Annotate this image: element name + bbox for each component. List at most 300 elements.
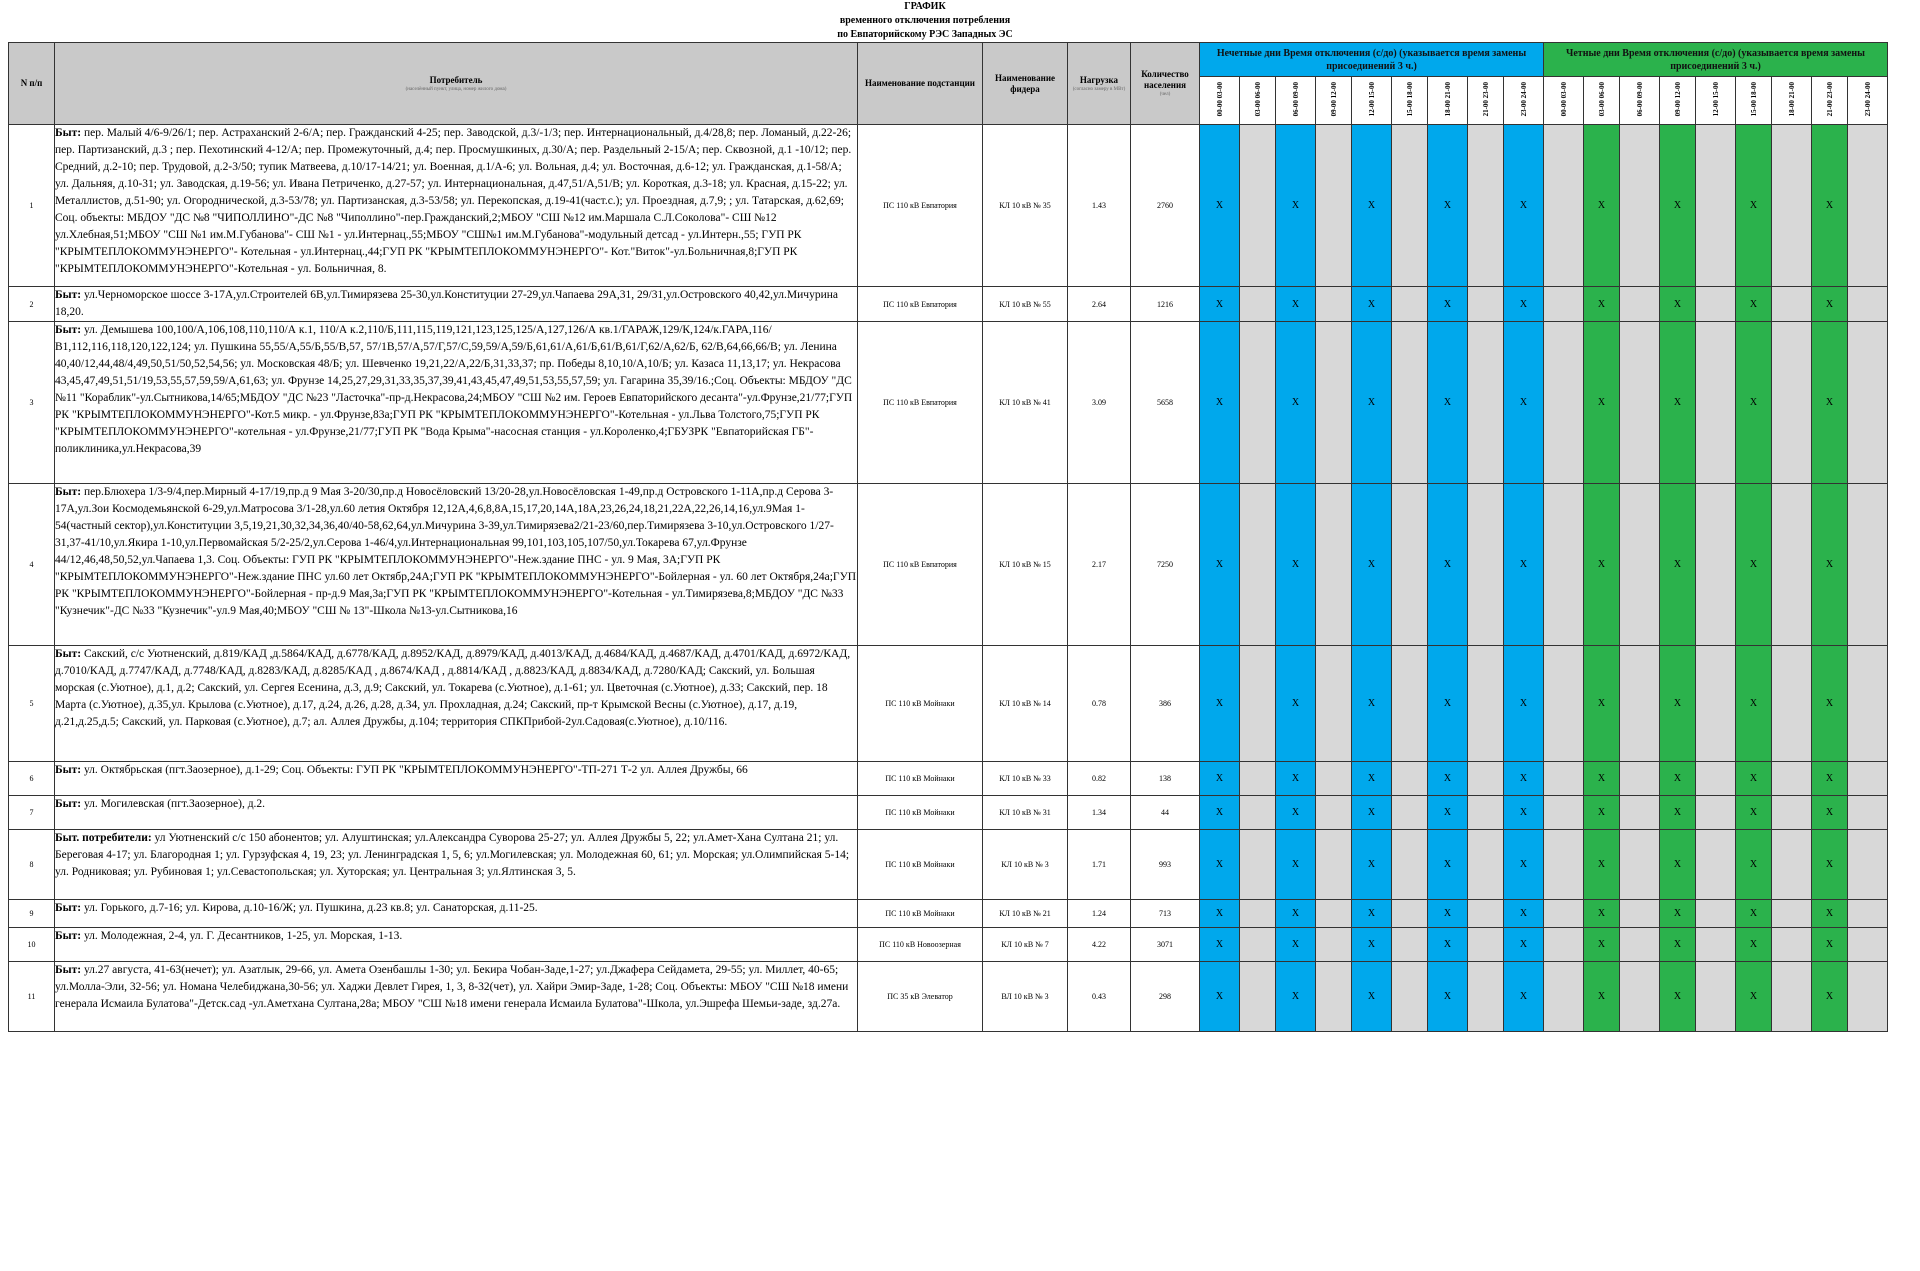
outage-mark-odd: X: [1352, 287, 1392, 322]
outage-mark-even: X: [1660, 928, 1696, 962]
empty-slot-odd: [1240, 928, 1276, 962]
outage-mark-odd: X: [1276, 125, 1316, 287]
outage-mark-odd: X: [1200, 900, 1240, 928]
outage-mark-odd: X: [1200, 484, 1240, 646]
empty-slot-even: [1772, 762, 1812, 796]
row-number: 5: [9, 646, 55, 762]
empty-slot-odd: [1316, 762, 1352, 796]
feeder-cell: КЛ 10 кВ № 31: [983, 796, 1068, 830]
population-cell: 386: [1131, 646, 1200, 762]
feeder-cell: КЛ 10 кВ № 55: [983, 287, 1068, 322]
empty-slot-even: [1696, 796, 1736, 830]
population-cell: 298: [1131, 962, 1200, 1032]
time-slot-header-even: [1660, 77, 1696, 125]
empty-slot-even: [1544, 484, 1584, 646]
load-cell: 1.24: [1068, 900, 1131, 928]
header-load: [1068, 43, 1131, 125]
time-slot-header-even: [1544, 77, 1584, 125]
empty-slot-even: [1848, 484, 1888, 646]
empty-slot-odd: [1392, 322, 1428, 484]
substation-cell: ПС 35 кВ Элеватор: [858, 962, 983, 1032]
substation-cell: ПС 110 кВ Мойнаки: [858, 900, 983, 928]
consumer-prefix: Быт:: [55, 127, 82, 139]
empty-slot-even: [1848, 796, 1888, 830]
consumer-cell: [55, 928, 858, 962]
header-load-sub: (согласно замеру в МВт): [1072, 86, 1126, 92]
consumer-prefix: Быт:: [55, 289, 82, 301]
empty-slot-odd: [1316, 796, 1352, 830]
empty-slot-odd: [1316, 322, 1352, 484]
table-row: [9, 928, 1888, 962]
table-row: [9, 962, 1888, 1032]
header-feeder: Наименование фидера: [983, 43, 1068, 125]
empty-slot-odd: [1468, 928, 1504, 962]
empty-slot-even: [1848, 125, 1888, 287]
load-cell: 1.71: [1068, 830, 1131, 900]
substation-cell: ПС 110 кВ Мойнаки: [858, 830, 983, 900]
outage-mark-odd: X: [1428, 830, 1468, 900]
consumer-cell: [55, 287, 858, 322]
outage-mark-odd: X: [1276, 287, 1316, 322]
outage-mark-odd: X: [1504, 322, 1544, 484]
empty-slot-even: [1696, 962, 1736, 1032]
row-number: 10: [9, 928, 55, 962]
outage-mark-odd: X: [1352, 830, 1392, 900]
outage-mark-odd: X: [1200, 796, 1240, 830]
consumer-cell: [55, 646, 858, 762]
row-number: 4: [9, 484, 55, 646]
outage-mark-odd: X: [1200, 928, 1240, 962]
outage-mark-odd: X: [1428, 125, 1468, 287]
consumer-addresses: ул. Октябрьская (пгт.Заозерное), д.1-29; Соц. Объекты: ГУП РК "КРЫМТЕПЛОКОММУНЭНЕРГО"-ТП-271 Т-2 ул. Аллея Дружбы, 66: [83, 764, 748, 776]
outage-mark-even: X: [1660, 125, 1696, 287]
empty-slot-even: [1696, 287, 1736, 322]
consumer-cell: [55, 962, 858, 1032]
population-cell: 7250: [1131, 484, 1200, 646]
empty-slot-even: [1848, 928, 1888, 962]
outage-mark-even: X: [1736, 646, 1772, 762]
outage-mark-odd: X: [1428, 484, 1468, 646]
outage-mark-odd: X: [1276, 484, 1316, 646]
header-consumer: [55, 43, 858, 125]
time-slot-label: 00-00 03-00: [1559, 81, 1568, 117]
consumer-prefix: Быт:: [55, 902, 82, 914]
time-slot-header-even: [1772, 77, 1812, 125]
outage-mark-even: X: [1584, 322, 1620, 484]
time-slot-header-odd: [1504, 77, 1544, 125]
outage-mark-odd: X: [1504, 762, 1544, 796]
table-row: [9, 484, 1888, 646]
substation-cell: ПС 110 кВ Евпатория: [858, 322, 983, 484]
table-row: [9, 287, 1888, 322]
empty-slot-odd: [1468, 830, 1504, 900]
population-cell: 993: [1131, 830, 1200, 900]
time-slot-header-odd: [1316, 77, 1352, 125]
outage-mark-even: X: [1660, 962, 1696, 1032]
empty-slot-odd: [1392, 484, 1428, 646]
outage-schedule-table: [8, 42, 1888, 1032]
empty-slot-odd: [1240, 962, 1276, 1032]
outage-mark-odd: X: [1428, 962, 1468, 1032]
time-slot-label: 12-00 15-00: [1367, 81, 1376, 117]
empty-slot-even: [1696, 928, 1736, 962]
header-odd-days: Нечетные дни Время отключения (с/до) (указывается время замены присоединений 3 ч.): [1200, 43, 1544, 77]
row-number: 6: [9, 762, 55, 796]
feeder-cell: КЛ 10 кВ № 35: [983, 125, 1068, 287]
outage-mark-even: X: [1584, 762, 1620, 796]
empty-slot-even: [1620, 830, 1660, 900]
outage-mark-odd: X: [1428, 762, 1468, 796]
outage-mark-odd: X: [1352, 322, 1392, 484]
time-slot-label: 00-00 03-00: [1215, 81, 1224, 117]
time-slot-label: 18-00 21-00: [1787, 81, 1796, 117]
outage-mark-even: X: [1584, 125, 1620, 287]
time-slot-label: 15-00 18-00: [1405, 81, 1414, 117]
empty-slot-even: [1772, 830, 1812, 900]
consumer-cell: [55, 125, 858, 287]
consumer-prefix: Быт:: [55, 486, 82, 498]
feeder-cell: КЛ 10 кВ № 33: [983, 762, 1068, 796]
outage-mark-odd: X: [1504, 962, 1544, 1032]
outage-mark-odd: X: [1504, 928, 1544, 962]
outage-mark-odd: X: [1504, 830, 1544, 900]
empty-slot-even: [1544, 646, 1584, 762]
outage-mark-even: X: [1584, 928, 1620, 962]
empty-slot-even: [1544, 830, 1584, 900]
empty-slot-even: [1772, 484, 1812, 646]
consumer-prefix: Быт:: [55, 930, 82, 942]
empty-slot-odd: [1468, 762, 1504, 796]
time-slot-header-odd: [1352, 77, 1392, 125]
outage-mark-even: X: [1660, 830, 1696, 900]
outage-mark-odd: X: [1352, 125, 1392, 287]
substation-cell: ПС 110 кВ Евпатория: [858, 125, 983, 287]
time-slot-label: 15-00 18-00: [1749, 81, 1758, 117]
empty-slot-odd: [1316, 928, 1352, 962]
outage-mark-odd: X: [1504, 484, 1544, 646]
empty-slot-odd: [1392, 796, 1428, 830]
substation-cell: ПС 110 кВ Евпатория: [858, 484, 983, 646]
outage-mark-even: X: [1584, 287, 1620, 322]
empty-slot-even: [1848, 646, 1888, 762]
consumer-addresses: пер. Малый 4/6-9/26/1; пер. Астраханский 2-6/А; пер. Гражданский 4-25; пер. Заводской, д.3/-1/3; пер. Интернациональный, д.4/28,8; пер. Ломаный, д.22-26; пер. Партизанский, д.3 ; пер. Пехотинский 4-12/А; пер. Промежуточный, д.4; пер. Просмушкиных, д.30/А; пер. Раздельный 2-15/А; пер. Сквозной, д.1 -10/12; пер. Средний, д.2-10; пер. Трудовой, д.2-3/50; тупик Матвеева, д.10/17-14/21; ул. Военная, д.1/А-6; ул. Вольная, д.4; ул. Восточная, д.6-12; ул. Гражданская, д.1-58/А; ул. Дальняя, д.10-31; ул. Заводская, д.19-56; ул. Ивана Петриченко, д.27-57; ул. Интернациональная, д.47,51/А,51/В; ул. Короткая, д.3-18; ул. Красная, д.15-22; ул. Металлистов, д.51-90; ул. Огороднической, д.3-53/78; ул. Партизанская, д.3-53/58; ул. Перекопская, д.19-41(част.с.); ул. Проездная, д.7,9; ; ул. Татарская, д.62,69; Соц. объекты: МБДОУ "ДС №8 "ЧИПОЛЛИНО"-ДС №8 "Чиполлино"-пер.Гражданский,2;МБОУ "СШ №12 им.Маршала С.Л.Соколова"- СШ №12 ул.Хлебная,51;МБОУ "СШ №1 им.М.Губанова"- СШ №1 - ул.Интернац.,55;МБОУ "СШ№1 им.М.Губанова"-модульный детсад - ул.Интерн.,55; ГУП РК "КРЫМТЕПЛОКОММУНЭНЕРГО"- Котельная - ул.Интернац.,44;ГУП РК "КРЫМТЕПЛОКОММУНЭНЕРГО"- Кот."Виток"-ул.Больничная,8;ГУП РК "КРЫМТЕПЛОКОММУНЭНЕРГО"-Котельная - ул. Больничная, 8.: [55, 127, 852, 275]
outage-mark-even: X: [1660, 484, 1696, 646]
empty-slot-even: [1696, 646, 1736, 762]
outage-mark-odd: X: [1428, 900, 1468, 928]
empty-slot-even: [1620, 762, 1660, 796]
empty-slot-odd: [1316, 900, 1352, 928]
time-slot-header-odd: [1428, 77, 1468, 125]
outage-mark-even: X: [1812, 322, 1848, 484]
substation-cell: ПС 110 кВ Мойнаки: [858, 762, 983, 796]
outage-mark-odd: X: [1200, 287, 1240, 322]
time-slot-header-even: [1620, 77, 1660, 125]
empty-slot-even: [1620, 484, 1660, 646]
time-slot-label: 21-00 23-00: [1481, 81, 1490, 117]
time-slot-label: 23-00 24-00: [1519, 81, 1528, 117]
empty-slot-even: [1544, 928, 1584, 962]
empty-slot-even: [1772, 646, 1812, 762]
empty-slot-even: [1620, 900, 1660, 928]
consumer-prefix: Быт. потребители:: [55, 832, 152, 844]
consumer-cell: [55, 900, 858, 928]
population-cell: 3071: [1131, 928, 1200, 962]
time-slot-label: 03-00 06-00: [1597, 81, 1606, 117]
empty-slot-odd: [1468, 125, 1504, 287]
time-slot-header-even: [1736, 77, 1772, 125]
table-row: [9, 830, 1888, 900]
outage-mark-even: X: [1812, 762, 1848, 796]
empty-slot-odd: [1316, 287, 1352, 322]
outage-mark-odd: X: [1352, 762, 1392, 796]
load-cell: 2.64: [1068, 287, 1131, 322]
title-line-3: по Евпаторийскому РЭС Западных ЭС: [837, 29, 1013, 40]
empty-slot-even: [1544, 322, 1584, 484]
empty-slot-odd: [1392, 928, 1428, 962]
population-cell: 1216: [1131, 287, 1200, 322]
empty-slot-odd: [1316, 646, 1352, 762]
consumer-addresses: ул.27 августа, 41-63(нечет); ул. Азатлык, 29-66, ул. Амета Озенбашлы 1-30; ул. Бекира Чобан-Заде,1-27; ул.Джафера Сейдамета, 29-55; ул. Миллет, 40-65; ул.Молла-Эли, 32-56; ул. Номана Челебиджана,30-56; ул. Хаджи Девлет Гирея, 1, 3, 8-32(чет), ул. Хайри Эмир-Заде, 1-28; Соц. Объекты: МБОУ "СШ №18 имени генерала Исмаила Булатова"-Детск.сад -ул.Аметхана Султана,28а; МБОУ "СШ №18 имени генерала Исмаила Булатова"-Школа, ул.Эшрефа Шемьи-заде, зд.27а.: [55, 964, 849, 1010]
outage-mark-odd: X: [1276, 796, 1316, 830]
load-cell: 4.22: [1068, 928, 1131, 962]
outage-mark-even: X: [1812, 900, 1848, 928]
time-slot-label: 03-00 06-00: [1253, 81, 1262, 117]
outage-mark-odd: X: [1504, 287, 1544, 322]
feeder-cell: КЛ 10 кВ № 15: [983, 484, 1068, 646]
time-slot-label: 21-00 23-00: [1825, 81, 1834, 117]
outage-mark-even: X: [1736, 928, 1772, 962]
outage-mark-odd: X: [1200, 125, 1240, 287]
header-load-label: Нагрузка: [1079, 74, 1119, 85]
outage-mark-odd: X: [1276, 646, 1316, 762]
empty-slot-even: [1696, 322, 1736, 484]
feeder-cell: КЛ 10 кВ № 14: [983, 646, 1068, 762]
table-row: [9, 646, 1888, 762]
empty-slot-odd: [1468, 287, 1504, 322]
population-cell: 5658: [1131, 322, 1200, 484]
outage-mark-odd: X: [1504, 646, 1544, 762]
empty-slot-odd: [1316, 962, 1352, 1032]
outage-mark-odd: X: [1504, 796, 1544, 830]
outage-mark-odd: X: [1200, 962, 1240, 1032]
row-number: 1: [9, 125, 55, 287]
outage-mark-odd: X: [1352, 484, 1392, 646]
empty-slot-odd: [1316, 125, 1352, 287]
empty-slot-odd: [1392, 962, 1428, 1032]
outage-mark-even: X: [1584, 646, 1620, 762]
empty-slot-even: [1620, 962, 1660, 1032]
empty-slot-even: [1848, 322, 1888, 484]
time-slot-header-odd: [1392, 77, 1428, 125]
empty-slot-even: [1772, 125, 1812, 287]
outage-mark-odd: X: [1276, 762, 1316, 796]
time-slot-label: 06-00 09-00: [1291, 81, 1300, 117]
consumer-addresses: ул. Могилевская (пгт.Заозерное), д.2.: [83, 798, 266, 810]
outage-mark-odd: X: [1428, 287, 1468, 322]
empty-slot-odd: [1468, 900, 1504, 928]
empty-slot-even: [1544, 962, 1584, 1032]
empty-slot-odd: [1316, 484, 1352, 646]
empty-slot-even: [1544, 900, 1584, 928]
time-slot-label: 09-00 12-00: [1673, 81, 1682, 117]
substation-cell: ПС 110 кВ Евпатория: [858, 287, 983, 322]
header-consumer-label: Потребитель: [429, 74, 483, 85]
outage-mark-even: X: [1736, 796, 1772, 830]
outage-mark-even: X: [1736, 762, 1772, 796]
outage-mark-odd: X: [1428, 796, 1468, 830]
empty-slot-even: [1544, 762, 1584, 796]
empty-slot-even: [1772, 796, 1812, 830]
consumer-cell: [55, 322, 858, 484]
feeder-cell: КЛ 10 кВ № 21: [983, 900, 1068, 928]
outage-mark-even: X: [1660, 796, 1696, 830]
outage-mark-even: X: [1660, 900, 1696, 928]
load-cell: 0.78: [1068, 646, 1131, 762]
consumer-addresses: ул. Молодежная, 2-4, ул. Г. Десантников, 1-25, ул. Морская, 1-13.: [83, 930, 403, 942]
outage-mark-even: X: [1736, 484, 1772, 646]
feeder-cell: КЛ 10 кВ № 7: [983, 928, 1068, 962]
outage-mark-odd: X: [1428, 322, 1468, 484]
empty-slot-odd: [1240, 830, 1276, 900]
empty-slot-even: [1848, 900, 1888, 928]
empty-slot-odd: [1392, 830, 1428, 900]
time-slot-header-odd: [1468, 77, 1504, 125]
empty-slot-even: [1772, 928, 1812, 962]
empty-slot-odd: [1316, 830, 1352, 900]
empty-slot-even: [1848, 962, 1888, 1032]
empty-slot-odd: [1468, 646, 1504, 762]
header-substation: Наименование подстанции: [858, 43, 983, 125]
empty-slot-odd: [1240, 762, 1276, 796]
load-cell: 1.34: [1068, 796, 1131, 830]
time-slot-header-even: [1696, 77, 1736, 125]
outage-mark-even: X: [1584, 484, 1620, 646]
consumer-prefix: Быт:: [55, 764, 82, 776]
outage-mark-even: X: [1584, 796, 1620, 830]
row-number: 7: [9, 796, 55, 830]
empty-slot-even: [1620, 796, 1660, 830]
header-population-sub: (чел): [1159, 92, 1171, 97]
empty-slot-odd: [1392, 125, 1428, 287]
document-title: [0, 0, 1850, 42]
empty-slot-odd: [1468, 962, 1504, 1032]
empty-slot-even: [1620, 646, 1660, 762]
empty-slot-even: [1772, 900, 1812, 928]
outage-mark-even: X: [1584, 830, 1620, 900]
outage-mark-odd: X: [1352, 646, 1392, 762]
title-line-1: ГРАФИК: [904, 1, 946, 12]
time-slot-label: 12-00 15-00: [1711, 81, 1720, 117]
header-population: [1131, 43, 1200, 125]
empty-slot-even: [1544, 796, 1584, 830]
empty-slot-odd: [1240, 287, 1276, 322]
empty-slot-odd: [1392, 762, 1428, 796]
outage-mark-even: X: [1736, 125, 1772, 287]
feeder-cell: ВЛ 10 кВ № 3: [983, 962, 1068, 1032]
outage-mark-even: X: [1736, 900, 1772, 928]
outage-mark-odd: X: [1504, 125, 1544, 287]
consumer-addresses: пер.Блюхера 1/3-9/4,пер.Мирный 4-17/19,пр.д 9 Мая 3-20/30,пр.д Новосёловский 13/20-28,ул.Новосёловская 1-49,пр.д Островского 1-11А,пр.д Серова 3-17А,ул.Зои Космодемьянской 6-29,ул.Матросова 3/1-28,ул.60 летия Октября 12,12А,4,6,8,8А,15,17,20,14А,18А,23,26,24,18,21,22А,22,26,14,16,ул.9Мая 1-54(частный сектор),ул.Конституции 3,5,19,21,30,32,34,36,40/40-58,62,64,ул.Мичурина 3-39,ул.Тимирязева2/21-23/60,пер.Тимирязева 3-10,ул.Островского 1/27-31,37-41/10,ул.Якира 1-10,ул.Первомайская 5/2-25/2,ул.Серова 1-46/4,ул.Интернациональная 99,101,103,105,107/50,ул.Токарева 67,ул.Фрунзе 44/12,46,48,50,52,ул.Чапаева 1,3. Соц. Объекты: ГУП РК "КРЫМТЕПЛОКОММУНЭНЕРГО"-Неж.здание ПНС - ул. 9 Мая, 3А;ГУП РК "КРЫМТЕПЛОКОММУНЭНЕРГО"-Неж.здание ПНС ул.60 лет Октябр,24А;ГУП РК "КРЫМТЕПЛОКОММУНЭНЕРГО"-Бойлерная - ул. 60 лет Октября,24а;ГУП РК "КРЫМТЕПЛОКОММУНЭНЕРГО"-Бойлерная - пр-д.9 Мая,3а;ГУП РК "КРЫМТЕПЛОКОММУНЭНЕРГО"-Котельная - ул.Тимирязева,8;МБДОУ "ДС №33 "Кузнечик"-ДС №33 "Кузнечик"-ул.9 Мая,40;МБОУ "СШ № 13"-Школа №13-ул.Сытникова,16: [55, 486, 857, 617]
empty-slot-odd: [1392, 900, 1428, 928]
outage-mark-odd: X: [1352, 962, 1392, 1032]
load-cell: 3.09: [1068, 322, 1131, 484]
empty-slot-even: [1696, 830, 1736, 900]
time-slot-label: 23-00 24-00: [1863, 81, 1872, 117]
outage-mark-odd: X: [1200, 830, 1240, 900]
empty-slot-odd: [1240, 900, 1276, 928]
consumer-cell: [55, 830, 858, 900]
consumer-addresses: Сакский, с/с Уютненский, д.819/КАД ,д.5864/КАД, д.6778/КАД, д.8952/КАД, д.8979/КАД, д.4013/КАД, д.4684/КАД, д.4687/КАД, д.4701/КАД, д.6972/КАД, д.7010/КАД, д.7747/КАД, д.7748/КАД, д.8283/КАД, д.8285/КАД , д.8674/КАД , д.8814/КАД , д.8823/КАД, д.8834/КАД, д.7280/КАД; Сакский, ул. Большая морская (с.Уютное), д.1, д.2; Сакский, ул. Сергея Есенина, д.3, д.9; Сакский, ул. Токарева (с.Уютное), д.1-61; ул. Цветочная (с.Уютное), д.33; Сакский, пер. 18 Марта (с.Уютное), д.35,ул. Крылова (с.Уютное), д.17, д.24, д.26, д.28, д.34, ул. Прохладная, д.24; Сакский, пр-т Крымской Весны (с.Уютное), д.17, д.19, д.21,д.25,д.5; Сакский, ул. Парковая (с.Уютное), д.7; ал. Аллея Дружбы, д.104; территория СПКПрибой-2ул.Садовая(с.Уютное), д.10/116.: [55, 648, 851, 728]
empty-slot-odd: [1392, 287, 1428, 322]
header-even-days: Четные дни Время отключения (с/до) (указывается время замены присоединений 3 ч.): [1544, 43, 1888, 77]
outage-mark-even: X: [1736, 287, 1772, 322]
substation-cell: ПС 110 кВ Мойнаки: [858, 796, 983, 830]
outage-mark-even: X: [1812, 928, 1848, 962]
table-row: [9, 322, 1888, 484]
outage-mark-odd: X: [1276, 928, 1316, 962]
empty-slot-odd: [1468, 322, 1504, 484]
header-consumer-sub: (населённый пункт, улица, номер жилого дома): [405, 86, 507, 92]
outage-mark-even: X: [1584, 900, 1620, 928]
outage-mark-even: X: [1584, 962, 1620, 1032]
table-row: [9, 796, 1888, 830]
outage-mark-odd: X: [1428, 646, 1468, 762]
empty-slot-odd: [1240, 322, 1276, 484]
empty-slot-even: [1696, 484, 1736, 646]
outage-mark-even: X: [1812, 125, 1848, 287]
outage-mark-even: X: [1736, 322, 1772, 484]
outage-mark-odd: X: [1276, 900, 1316, 928]
load-cell: 0.82: [1068, 762, 1131, 796]
outage-mark-odd: X: [1428, 928, 1468, 962]
empty-slot-even: [1848, 762, 1888, 796]
empty-slot-odd: [1468, 796, 1504, 830]
consumer-addresses: ул. Демышева 100,100/А,106,108,110,110/А к.1, 110/А к.2,110/Б,111,115,119,121,123,125,125/А,127,126/А кв.1/ГАРАЖ,129/К,124/к.ГАРА,116/В1,112,116,118,120,122,124; ул. Пушкина 55,55/А,55/Б,55/В,57, 57/1В,57/А,57/Г,57/С,59,59/А,59/Б,61,61/А,61/Б,61/В,61/Г,62/А,62/Б, 62/В,64,66,66/В; ул. Ленина 40,40/12,44,48/4,49,50,51/50,52,54,56; ул. Московская 48/Б; ул. Шевченко 19,21,22/А,22/Б,31,33,37; пр. Победы 8,10,10/А,10/Б; ул. Казаса 11,13,17; ул. Некрасова 43,45,47,49,51,51/19,53,55,57,59,59/А,61,63; ул. Фрунзе 14,25,27,29,31,33,35,37,39,41,43,45,47,49,51,53,55,57,59; ул. Гагарина 35,39/16.;Соц. Объекты: МБДОУ "ДС №11 "Кораблик"-ул.Сытникова,14/65;МБДОУ "ДС №23 "Ласточка"-пр-д.Некрасова,24;МБОУ "СШ №2 им. Героев Евпаторийского десанта"-ул.Фрунзе,21/77;ГУП РК "КРЫМТЕПЛОКОММУНЭНЕРГО"-Кот.5 микр. - ул.Фрунзе,83а;ГУП РК "КРЫМТЕПЛОКОММУНЭНЕРГО"-Котельная - ул.Льва Толстого,75;ГУП РК "КРЫМТЕПЛОКОММУНЭНЕРГО"-котельная - ул.Фрунзе,21/77;ГУП РК "Вода Крыма"-насосная станция - ул.Короленко,4;ГБУЗРК "Евпаторийская ГБ"-поликлиника,ул.Некрасова,39: [55, 324, 853, 455]
outage-mark-even: X: [1812, 796, 1848, 830]
empty-slot-even: [1772, 962, 1812, 1032]
outage-mark-even: X: [1812, 646, 1848, 762]
empty-slot-even: [1848, 287, 1888, 322]
table-row: [9, 762, 1888, 796]
time-slot-header-even: [1584, 77, 1620, 125]
outage-mark-even: X: [1812, 287, 1848, 322]
load-cell: 2.17: [1068, 484, 1131, 646]
empty-slot-even: [1620, 928, 1660, 962]
outage-mark-odd: X: [1200, 646, 1240, 762]
outage-mark-odd: X: [1276, 322, 1316, 484]
outage-mark-even: X: [1812, 830, 1848, 900]
consumer-addresses: ул. Горького, д.7-16; ул. Кирова, д.10-16/Ж; ул. Пушкина, д.23 кв.8; ул. Санаторская, д.11-25.: [83, 902, 538, 914]
time-slot-label: 18-00 21-00: [1443, 81, 1452, 117]
empty-slot-even: [1848, 830, 1888, 900]
population-cell: 713: [1131, 900, 1200, 928]
title-line-2: временного отключения потребления: [839, 15, 1011, 26]
table-row: [9, 125, 1888, 287]
consumer-prefix: Быт:: [55, 648, 82, 660]
outage-mark-odd: X: [1352, 796, 1392, 830]
empty-slot-even: [1772, 287, 1812, 322]
consumer-prefix: Быт:: [55, 964, 82, 976]
time-slot-header-odd: [1240, 77, 1276, 125]
load-cell: 1.43: [1068, 125, 1131, 287]
population-cell: 2760: [1131, 125, 1200, 287]
consumer-cell: [55, 796, 858, 830]
empty-slot-even: [1620, 125, 1660, 287]
consumer-addresses: ул.Черноморское шоссе 3-17А,ул.Строителей 6В,ул.Тимирязева 25-30,ул.Конституции 27-29,ул.Чапаева 29А,31, 29/31,ул.Островского 40,42,ул.Мичурина 18,20.: [55, 289, 838, 318]
outage-mark-even: X: [1812, 962, 1848, 1032]
row-number: 2: [9, 287, 55, 322]
empty-slot-even: [1544, 125, 1584, 287]
